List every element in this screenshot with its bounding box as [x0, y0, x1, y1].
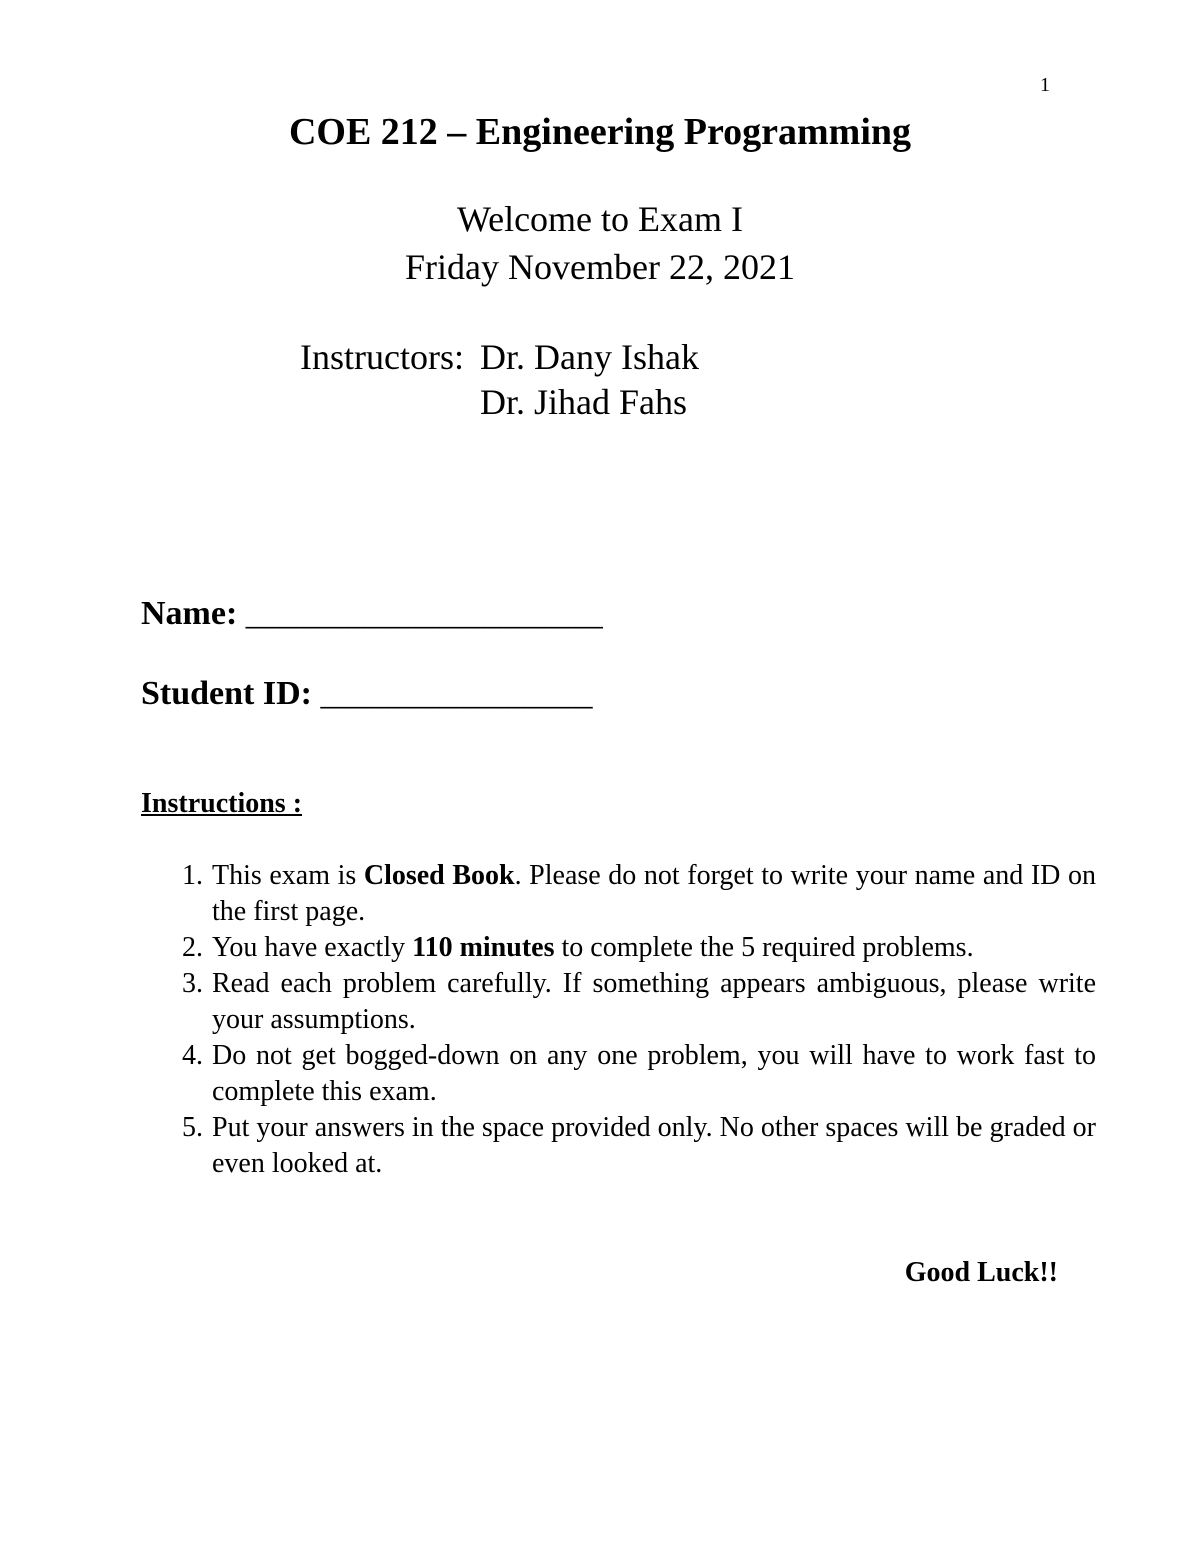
page-number: 1: [1040, 74, 1050, 96]
instructions-list: [172, 858, 1096, 1182]
list-item: 2. You have exactly 110 minutes to complete the 5 required problems.: [210, 930, 1096, 966]
good-luck-closing: Good Luck!!: [904, 1257, 1058, 1288]
list-item: 3. Read each problem carefully. If something appears ambiguous, please write your assumptions.: [210, 966, 1096, 1038]
instructor-name: Dr. Jihad Fahs: [480, 382, 687, 422]
name-label: Name:: [141, 595, 238, 632]
exam-date: Friday November 22, 2021: [405, 247, 795, 287]
list-item: 4. Do not get bogged-down on any one problem, you will have to work fast to complete this exam.: [210, 1038, 1096, 1110]
student-id-field: [141, 675, 592, 713]
exam-title: COE 212 – Engineering Programming: [288, 111, 912, 153]
welcome-heading: Welcome to Exam I: [457, 199, 743, 239]
student-id-blank-line: ________________: [320, 675, 593, 712]
student-id-label: Student ID:: [141, 675, 312, 712]
list-item: 5. Put your answers in the space provided only. No other spaces will be graded or even looked at.: [210, 1110, 1096, 1182]
name-blank-line: _____________________: [245, 595, 603, 632]
name-field: [141, 595, 603, 633]
list-item: 1. This exam is Closed Book. Please do not forget to write your name and ID on the first page.: [210, 858, 1096, 930]
instructors-label: Instructors:: [300, 337, 464, 377]
instructor-name: Dr. Dany Ishak: [480, 337, 699, 377]
instructions-heading: Instructions :: [141, 788, 303, 819]
